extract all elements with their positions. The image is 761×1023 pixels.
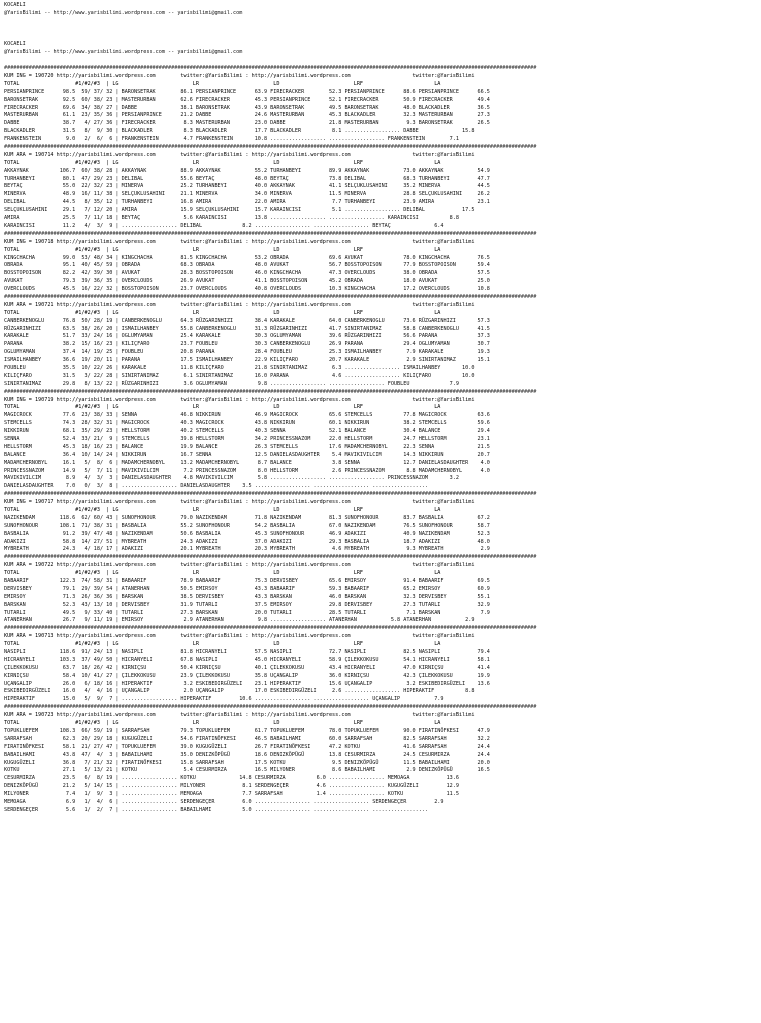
column-header-line: TOTAL #1/#2/#3 | LG LR LD LRF LA: [4, 246, 441, 253]
result-row: FIRECRACKER 69.6 34/ 38/ 27 | DABBE 38.1 BARONSETRAK 43.9 BARONSETRAK 49.5 BARONSETRAK 48.0 BLACKADLER 36.5: [4, 104, 490, 111]
column-header-line: TOTAL #1/#2/#3 | LG LR LD LRF LA: [4, 570, 441, 577]
header-line: @YarisBilimi -- http://www.yarisbilimi.wordpress.com -- yarisbilimi@gmail.com: [4, 9, 243, 16]
result-row: HIPERAKTIF 15.0 5/ 9/ 7 | .................. HIPERAKTIF 10.6 .................. .................. UÇANGALIP 7.9: [4, 696, 444, 703]
result-row: MASTERURBAN 61.1 23/ 35/ 36 | PERSIANPRINCE 21.2 DABBE 24.6 MASTERURBAN 45.3 BLACKADLER 32.3 MASTERURBAN 27.3: [4, 112, 490, 119]
result-row: TUTARLI 49.5 9/ 33/ 40 | TUTARLI 27.3 BARSKAN 20.0 TUTARLI 28.5 TUTARLI 7.1 BARSKAN 7.9: [4, 609, 490, 616]
result-row: MYBREATH 24.3 4/ 18/ 17 | ADAKIZI 20.1 MYBREATH 20.3 MYBREATH 4.6 MYBREATH 9.3 MYBREATH 2.9: [4, 546, 490, 553]
race-header-line: KUM ING = 190719 http://yarisbilimi.wordpress.com twitter:@YarisBilimi : http://yarisbilimi.wordpress.com twitter:@YarisBilimi: [4, 396, 475, 403]
result-row: PRINCESSNAZOM 14.9 5/ 7/ 11 | MAVIKIVILCIM 7.2 PRINCESSNAZOM 8.0 HELLSTORM 2.6 PRINCESSNAZOM 8.8 MADAMCHERNOBYL 4.0: [4, 467, 490, 474]
result-row: PERSIANPRINCE 98.5 59/ 37/ 32 | BARONSETRAK 86.1 PERSIANPRINCE 63.9 FIRECRACKER 52.3 PERSIANPRINCE 88.6 PERSIANPRINCE 66.5: [4, 88, 490, 95]
race-header-line: KUM ARA = 190723 http://yarisbilimi.wordpress.com twitter:@YarisBilimi : http://yarisbilimi.wordpress.com twitter:@YarisBilimi: [4, 712, 475, 719]
result-row: MILYONER 7.4 1/ 9/ 3 | .................. MEMOAGA 7.7 SARRAFSAH 1.4 .................. KOTKU 11.5: [4, 791, 459, 798]
result-row: DELIBAL 44.5 8/ 35/ 12 | TURHANBEYI 16.8 AMIRA 22.0 AMIRA 7.7 TURHANBEYI 23.9 AMIRA 23.1: [4, 199, 490, 206]
result-row: NIKKIRUN 68.1 35/ 29/ 23 | HELLSTORM 40.2 STEMCELLS 40.3 SENNA 52.1 BALANCE 30.4 BALANCE 29.4: [4, 428, 490, 435]
result-row: SARRAFSAH 62.3 20/ 29/ 18 | KUGUGÜZELI 54.6 FIRATINÖFKESI 46.5 BABAILHAMI 60.0 SARRAFSAH 82.5 SARRAFSAH 32.2: [4, 735, 490, 742]
column-header-line: TOTAL #1/#2/#3 | LG LR LD LRF LA: [4, 80, 441, 87]
result-row: BABAILHAMI 43.8 47/ 4/ 3 | BABAILHAMI 35.0 DENIZKÖPÜGÜ 18.6 DENIZKÖPÜGÜ 13.8 CESURMIRZA 24.5 CESURMIRZA 24.4: [4, 751, 490, 758]
result-row: HELLSTORM 45.3 18/ 16/ 23 | BALANCE 19.9 BALANCE 26.3 STEMCELLS 17.6 MADAMCHERNOBYL 22.3 SENNA 21.5: [4, 443, 490, 450]
result-row: EMIRSOY 71.3 26/ 36/ 36 | BARSKAN 38.5 DERVISBEY 43.3 BARSKAN 46.0 BARSKAN 32.3 DERVISBEY 55.1: [4, 593, 490, 600]
separator-line: ############################################################################################################################################################################: [4, 230, 537, 237]
result-row: KOTKU 27.1 5/ 13/ 21 | KOTKU 5.4 CESURMIRZA 16.5 MILYONER 8.6 BABAILHAMI 2.9 DENIZKÖPÜGÜ 16.5: [4, 767, 490, 774]
column-header-line: TOTAL #1/#2/#3 | LG LR LD LRF LA: [4, 159, 441, 166]
result-row: CANBERKENOGLU 76.8 50/ 28/ 19 | CANBERKENOGLU 64.3 RÜZGARINHIZI 38.4 KARAKALE 64.0 CANBERKENOGLU 73.6 RÜZGARINHIZI 57.3: [4, 317, 490, 324]
result-row: OBRADA 95.1 40/ 45/ 59 | OBRADA 68.3 OBRADA 48.0 AVUKAT 56.7 BOSSTOPOISON 77.9 BOSSTOPOISON 59.4: [4, 262, 490, 269]
column-header-line: TOTAL #1/#2/#3 | LG LR LD LRF LA: [4, 507, 441, 513]
result-row: DENIZKÖPÜGÜ 21.2 5/ 14/ 15 | .................. MILYONER 8.1 SERDENGEÇER 4.6 .................. KUGUGÜZELI 12.9: [4, 783, 459, 790]
race-header-line: KUM ARA = 190713 http://yarisbilimi.wordpress.com twitter:@YarisBilimi : http://yarisbilimi.wordpress.com twitter:@YarisBilimi: [4, 633, 475, 640]
result-row: AKKAYNAK 106.7 60/ 38/ 28 | AKKAYNAK 88.9 AKKAYNAK 55.2 TURHANBEYI 89.9 AKKAYNAK 73.0 AKKAYNAK 54.9: [4, 167, 490, 174]
separator-line: ############################################################################################################################################################################: [4, 625, 537, 632]
race-header-line: KUM ING = 190717 http://yarisbilimi.wordpress.com twitter:@YarisBilimi : http://yarisbilimi.wordpress.com twitter:@YarisBilimi: [4, 499, 475, 506]
result-row: SUNOFHONOUR 108.1 71/ 38/ 31 | BASBALIA 55.2 SUNOFHONOUR 54.2 BASBALIA 67.0 NAZIKENDAM 76.5 SUNOFHONOUR 58.7: [4, 522, 490, 529]
header-line: @YarisBilimi -- http://www.yarisbilimi.wordpress.com -- yarisbilimi@gmail.com: [4, 49, 243, 56]
race-header-line: KUM ARA = 190722 http://yarisbilimi.wordpress.com twitter:@YarisBilimi : http://yarisbilimi.wordpress.com twitter:@YarisBilimi: [4, 562, 475, 569]
result-row: SINIRTANIMAZ 29.8 8/ 13/ 22 | RÜZGARINHIZI 3.6 OGLUMYAMAN 9.8 .................. .................. FOUBLEU 7.9: [4, 380, 459, 387]
result-row: HICRANYELI 103.3 37/ 49/ 50 | HICRANYELI 67.8 NASIPLI 45.0 HICRANYELI 58.9 ÇILEKKOKUSU 54.1 HICRANYELI 58.1: [4, 656, 490, 663]
separator-line: ############################################################################################################################################################################: [4, 388, 537, 395]
header-line: [4, 26, 761, 34]
result-row: BASBALIA 91.2 39/ 47/ 48 | NAZIKENDAM 50.6 BASBALIA 45.3 SUNOFHONOUR 46.9 ADAKIZI 40.9 NAZIKENDAM 52.3: [4, 530, 490, 537]
result-row: DERVISBEY 79.1 29/ 39/ 54 | ATANERHAN 50.5 EMIRSOY 43.3 BABAARIF 59.3 BABAARIF 65.2 EMIRSOY 60.9: [4, 585, 490, 592]
header-line: KOCAELI: [4, 41, 26, 48]
result-row: ADAKIZI 58.8 14/ 27/ 51 | MYBREATH 24.3 ADAKIZI 37.0 ADAKIZI 29.3 BASBALIA 18.7 ADAKIZI 48.0: [4, 538, 490, 545]
result-row: MADAMCHERNOBYL 16.1 5/ 8/ 6 | MADAMCHERNOBYL 13.2 MADAMCHERNOBYL 8.7 BALANCE 3.8 SENNA 12.7 DANIELASDAUGHTER 4.0: [4, 459, 490, 466]
result-row: AVUKAT 79.3 39/ 36/ 35 | OVERCLOUDS 26.9 AVUKAT 41.1 BOSSTOPOISON 45.2 OBRADA 18.0 AVUKAT 25.0: [4, 278, 490, 285]
race-header-line: KUM ING = 190720 http://yarisbilimi.wordpress.com twitter:@YarisBilimi : http://yarisbilimi.wordpress.com twitter:@YarisBilimi: [4, 73, 475, 80]
result-row: OVERCLOUDS 45.5 16/ 22/ 32 | BOSSTOPOISON 23.7 OVERCLOUDS 40.8 OVERCLOUDS 10.3 KINGCHACHA 17.2 OVERCLOUDS 10.8: [4, 286, 490, 293]
result-row: MAGICROCK 77.6 23/ 38/ 33 | SENNA 46.8 NIKKIRUN 46.9 MAGICROCK 65.6 STEMCELLS 77.8 MAGICROCK 63.6: [4, 412, 490, 419]
result-row: KIRNIÇSU 58.4 10/ 41/ 27 | ÇILEKKOKUSU 23.9 ÇILEKKOKUSU 35.8 UÇANGALIP 36.0 KIRNIÇSU 42.3 ÇILEKKOKUSU 19.9: [4, 672, 490, 679]
result-row: ATANERHAN 26.7 9/ 11/ 19 | EMIRSOY 2.9 ATANERHAN 9.8 .................. ATANERHAN 5.8 ATANERHAN 2.9: [4, 617, 475, 624]
result-row: KINGCHACHA 99.0 53/ 48/ 34 | KINGCHACHA 81.5 KINGCHACHA 53.2 OBRADA 69.6 AVUKAT 78.0 KINGCHACHA 76.5: [4, 254, 490, 261]
result-row: NASIPLI 118.6 91/ 24/ 13 | NASIPLI 81.8 HICRANYELI 57.5 NASIPLI 72.7 NASIPLI 82.5 NASIPLI 79.4: [4, 649, 490, 656]
separator-line: ############################################################################################################################################################################: [4, 704, 537, 711]
race-header-line: KUM ARA = 190721 http://yarisbilimi.wordpress.com twitter:@YarisBilimi : http://yarisbilimi.wordpress.com twitter:@YarisBilimi: [4, 301, 475, 308]
separator-line: ############################################################################################################################################################################: [4, 491, 537, 498]
result-row: PARANA 38.2 15/ 16/ 23 | KILIÇFARO 23.7 FOUBLEU 30.3 CANBERKENOGLU 26.9 PARANA 29.4 OGLUMYAMAN 30.7: [4, 341, 490, 348]
result-row: KARAKALE 51.7 33/ 24/ 16 | OGLUMYAMAN 25.4 KARAKALE 30.3 OGLUMYAMAN 39.6 RÜZGARINHIZI 56.6 PARANA 37.3: [4, 333, 490, 340]
result-row: CESURMIRZA 23.5 6/ 8/ 19 | .................. KOTKU 14.8 CESURMIRZA 6.0 .................. MEMOAGA 13.6: [4, 775, 459, 782]
separator-line: ############################################################################################################################################################################: [4, 293, 537, 300]
race-header-line: KUM ING = 190718 http://yarisbilimi.wordpress.com twitter:@YarisBilimi : http://yarisbilimi.wordpress.com twitter:@YarisBilimi: [4, 238, 475, 245]
result-row: DANIELASDAUGHTER 7.0 0/ 3/ 8 | .................. DANIELASDAUGHTER 3.5 .................. .................. ..................: [4, 483, 429, 490]
result-row: TURHANBEYI 80.1 47/ 29/ 23 | DELIBAL 55.6 BEYTAÇ 48.0 BEYTAÇ 73.8 DELIBAL 68.3 TURHANBEYI 47.7: [4, 175, 490, 182]
result-row: DABBE 38.7 4/ 27/ 36 | FIRECRACKER 8.3 MASTERURBAN 23.0 DABBE 21.8 MASTERURBAN 9.3 BARONSETRAK 26.5: [4, 120, 490, 127]
result-row: BOSSTOPOISON 82.2 42/ 39/ 30 | AVUKAT 28.3 BOSSTOPOISON 46.0 KINGCHACHA 47.3 OVERCLOUDS 38.0 OBRADA 57.5: [4, 270, 490, 277]
result-row: RÜZGARINHIZI 63.5 38/ 26/ 20 | ISMAILHANBEY 55.8 CANBERKENOGLU 31.3 RÜZGARINHIZI 41.7 SINIRTANIMAZ 58.8 CANBERKENOGLU 41.5: [4, 325, 490, 332]
column-header-line: TOTAL #1/#2/#3 | LG LR LD LRF LA: [4, 720, 441, 727]
result-row: FOUBLEU 35.5 10/ 22/ 26 | KARAKALE 11.8 KILIÇFARO 21.8 SINIRTANIMAZ 6.3 .................. ISMAILHANBEY 10.0: [4, 364, 475, 371]
result-row: ESKIBEDIRGÜZELI 16.0 4/ 4/ 16 | UÇANGALIP 2.0 UÇANGALIP 17.0 ESKIBEDIRGÜZELI 2.6 .................. HIPERAKTIF 8.8: [4, 688, 475, 695]
result-row: MAVIKIVILCIM 8.9 4/ 3/ 3 | DANIELASDAUGHTER 4.8 MAVIKIVILCIM 5.8 .................. .................. PRINCESSNAZOM 3.2: [4, 475, 459, 482]
header-line: KOCAELI: [4, 2, 26, 8]
result-row: BLACKADLER 31.5 8/ 9/ 30 | BLACKADLER 8.3 BLACKADLER 17.7 BLACKADLER 8.1 .................. DABBE 15.8: [4, 128, 475, 135]
result-row: FIRATINÖFKESI 58.1 21/ 27/ 47 | TOPUKLUEFEM 39.0 KUGUGÜZELI 26.7 FIRATINÖFKESI 47.2 KOTKU 41.6 SARRAFSAH 24.4: [4, 743, 490, 750]
result-row: OGLUMYAMAN 37.4 14/ 19/ 25 | FOUBLEU 20.8 PARANA 28.4 FOUBLEU 25.3 ISMAILHANBEY 7.9 KARAKALE 19.3: [4, 349, 490, 356]
result-row: KARAINCISI 11.2 4/ 3/ 9 | .................. DELIBAL 8.2 .................. .................. BEYTAÇ 6.4: [4, 222, 444, 229]
column-header-line: TOTAL #1/#2/#3 | LG LR LD LRF LA: [4, 641, 441, 648]
result-row: BARONSETRAK 92.5 60/ 38/ 23 | MASTERURBAN 62.6 FIRECRACKER 45.3 PERSIANPRINCE 52.1 FIRECRACKER 50.9 FIRECRACKER 49.4: [4, 96, 490, 103]
result-row: AMIRA 25.5 7/ 11/ 18 | BEYTAÇ 5.6 KARAINCISI 13.8 .................. .................. KARAINCISI 8.8: [4, 215, 459, 222]
separator-line: ############################################################################################################################################################################: [4, 144, 537, 151]
result-row: TOPUKLUEFEM 108.3 66/ 59/ 19 | SARRAFSAH 79.3 TOPUKLUEFEM 61.7 TOPUKLUEFEM 78.0 TOPUKLUEFEM 90.0 FIRATINÖFKESI 47.9: [4, 727, 490, 734]
result-row: MEMOAGA 6.9 1/ 4/ 6 | .................. SERDENGEÇER 6.0 .................. .................. SERDENGEÇER 2.9: [4, 798, 444, 805]
result-row: STEMCELLS 74.3 28/ 32/ 31 | MAGICROCK 40.3 MAGICROCK 43.8 NIKKIRUN 60.1 NIKKIRUN 38.2 STEMCELLS 59.6: [4, 420, 490, 427]
separator-line: ############################################################################################################################################################################: [4, 65, 537, 72]
result-row: BALANCE 36.4 10/ 14/ 24 | NIKKIRUN 16.7 SENNA 12.5 DANIELASDAUGHTER 5.4 MAVIKIVILCIM 14.3 NIKKIRUN 20.7: [4, 451, 490, 458]
result-row: BEYTAÇ 55.0 22/ 32/ 23 | MINERVA 25.2 TURHANBEYI 40.0 AKKAYNAK 41.1 SELÇUKLUSAHINI 35.2 MINERVA 44.5: [4, 183, 490, 190]
result-row: BABAARIF 122.3 74/ 58/ 31 | BABAARIF 78.9 BABAARIF 75.3 DERVISBEY 65.6 EMIRSOY 91.4 BABAARIF 69.5: [4, 578, 490, 585]
column-header-line: TOTAL #1/#2/#3 | LG LR LD LRF LA: [4, 404, 441, 411]
result-row: KILIÇFARO 31.5 3/ 22/ 28 | SINIRTANIMAZ 6.1 SINIRTANIMAZ 16.0 PARANA 4.6 .................. KILIÇFARO 10.0: [4, 372, 475, 379]
result-row: SENNA 52.4 33/ 21/ 9 | STEMCELLS 39.8 HELLSTORM 34.2 PRINCESSNAZOM 22.0 HELLSTORM 24.7 HELLSTORM 23.1: [4, 435, 490, 442]
column-header-line: TOTAL #1/#2/#3 | LG LR LD LRF LA: [4, 309, 441, 316]
race-header-line: KUM ARA = 190714 http://yarisbilimi.wordpress.com twitter:@YarisBilimi : http://yarisbilimi.wordpress.com twitter:@YarisBilimi: [4, 151, 475, 158]
result-row: NAZIKENDAM 118.6 62/ 60/ 43 | SUNOFHONOUR 79.0 NAZIKENDAM 71.8 NAZIKENDAM 81.3 SUNOFHONOUR 83.7 BASBALIA 67.2: [4, 514, 490, 521]
result-row: KUGUGÜZELI 36.8 7/ 21/ 32 | FIRATINÖFKESI 15.8 SARRAFSAH 17.5 KOTKU 9.5 DENIZKÖPÜGÜ 11.5 BABAILHAMI 20.0: [4, 759, 490, 766]
header-line: [4, 57, 761, 65]
result-row: SERDENGEÇER 5.6 1/ 2/ 7 | .................. BABAILHAMI 5.0 .................. .................. ..................: [4, 806, 429, 813]
result-row: BARSKAN 52.3 43/ 13/ 10 | DERVISBEY 31.9 TUTARLI 37.5 EMIRSOY 29.8 DERVISBEY 27.3 TUTARLI 32.9: [4, 601, 490, 608]
header-line: [4, 18, 761, 26]
result-row: FRANKENSTEIN 9.0 2/ 6/ 6 | FRANKENSTEIN 4.7 FRANKENSTEIN 10.8 .................. .................. FRANKENSTEIN 7.1: [4, 136, 459, 143]
result-row: MINERVA 48.9 16/ 11/ 38 | SELÇUKLUSAHINI 21.1 MINERVA 34.0 MINERVA 11.5 MINERVA 28.8 SELÇUKLUSAHINI 26.2: [4, 191, 490, 198]
result-row: ÇILEKKOKUSU 63.7 18/ 26/ 42 | KIRNIÇSU 50.4 KIRNIÇSU 40.1 ÇILEKKOKUSU 43.4 HICRANYELI 47.0 KIRNIÇSU 41.4: [4, 664, 490, 671]
result-row: SELÇUKLUSAHINI 29.1 7/ 12/ 20 | AMIRA 15.9 SELÇUKLUSAHINI 15.7 KARAINCISI 5.1 .................. DELIBAL 17.5: [4, 207, 475, 214]
result-row: ISMAILHANBEY 36.6 19/ 20/ 11 | PARANA 17.5 ISMAILHANBEY 22.9 KILIÇFARO 20.7 KARAKALE 2.9 SINIRTANIMAZ 15.1: [4, 357, 490, 364]
separator-line: ############################################################################################################################################################################: [4, 554, 537, 561]
header-line: [4, 34, 761, 42]
result-row: UÇANGALIP 26.0 6/ 18/ 16 | HIPERAKTIF 3.2 ESKIBEDIRGÜZELI 23.1 HIPERAKTIF 15.6 UÇANGALIP 3.2 ESKIBEDIRGÜZELI 13.6: [4, 680, 490, 687]
